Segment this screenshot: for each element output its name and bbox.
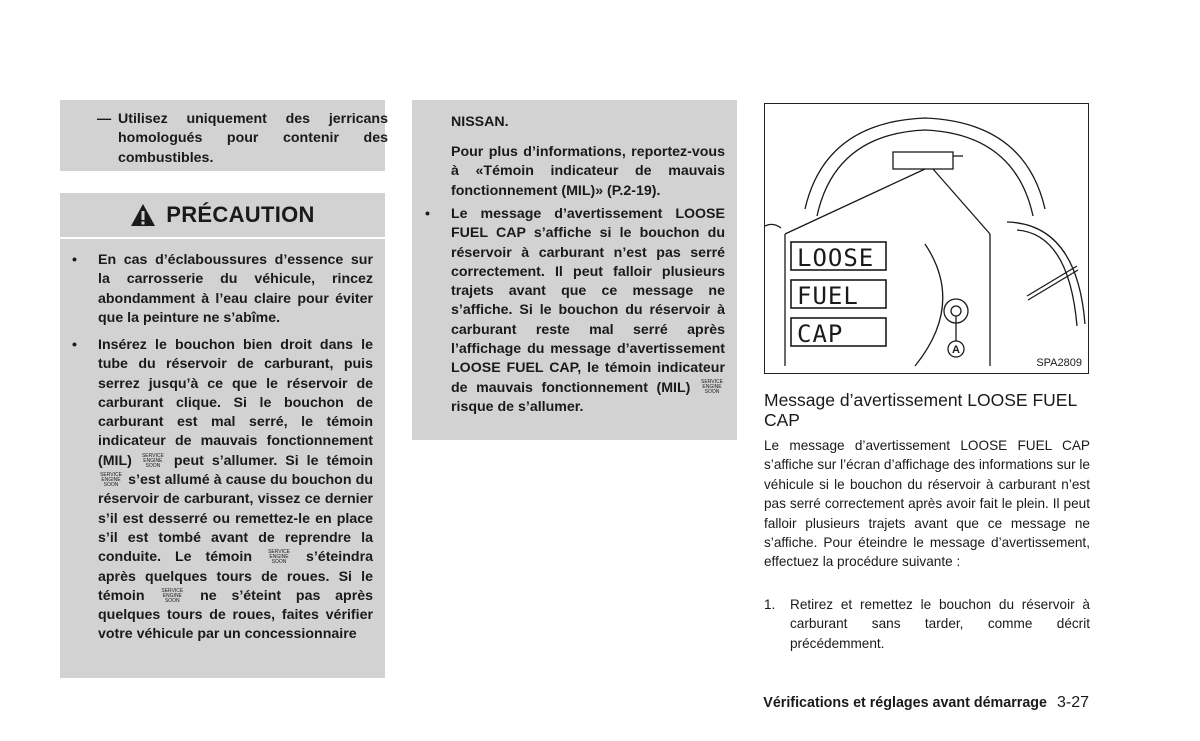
service-engine-soon-icon: SERVICE ENGINE SOON (161, 587, 184, 604)
warning-icon (130, 203, 156, 227)
callout-label: A (952, 344, 960, 356)
reference-text: Pour plus d’informations, reportez-vous à «Témoin indicateur de mauvais fonctionnement (MIL)» (P.2-19). (451, 144, 725, 199)
continued-text: NISSAN. (451, 114, 509, 130)
service-engine-soon-icon: SERVICE ENGINE SOON (701, 379, 723, 396)
list-item: • En cas d’éclaboussures d’essence sur la carrosserie du véhicule, rincez abondamment à l’eau claire pour éviter que la peinture ne s’abîme. (72, 252, 373, 326)
section-title: Message d’avertissement LOOSE FUEL CAP (764, 390, 1077, 430)
service-engine-soon-icon: SERVICE ENGINE SOON (100, 471, 122, 488)
caution-header (60, 193, 385, 237)
note-box (60, 100, 388, 171)
service-engine-soon-icon: SERVICE ENGINE SOON (268, 549, 290, 566)
section-paragraph: Le message d’avertissement LOOSE FUEL CAP s’affiche sur l’écran d’affichage des informations sur le véhicule si le bouchon du réservoir à carburant n’est pas serré correctement après avoir fait le plein. Il peut falloir plusieurs trajets avant que ce message ne s’affiche. Pour éteindre le message d’avertissement, effectuez la procédure suivante : (764, 438, 1090, 570)
caution-body (60, 239, 385, 678)
page-footer (763, 694, 1089, 712)
display-line-fuel: FUEL (797, 282, 859, 310)
display-line-loose: LOOSE (797, 244, 875, 272)
cluster-drawing (765, 104, 1087, 372)
list-item: • Insérez le bouchon bien droit dans le tube du réservoir de carburant, puis serrez jusqu’à ce que le réservoir de carburant clique. Si le bouchon de carburant est mal serré, le témoin indicateur de mauvais fonctionnement (MIL) SERVICE ENGINE SOON peut s’allumer. Si le témoin SERVICE ENGINE SOON s’est allumé à cause du bouchon du réservoir de carburant, vissez ce dernier s’il est desserré ou remettez-le en place s’il est tombé avant de reprendre la conduite. Le témoin SERVICE ENGINE SOON s’éteindra après quelques tours de roues. Si le témoin SERVICE ENGINE SOON ne s’éteint pas après quelques tours de roues, faites vérifier votre véhicule par un concessionnaire (72, 337, 373, 643)
instrument-cluster-figure (764, 103, 1089, 374)
figure-label: SPA2809 (1036, 357, 1082, 369)
dash-item: — Utilisez uniquement des jerricans homologués pour contenir des combustibles. (97, 111, 388, 166)
service-engine-soon-icon: SERVICE ENGINE SOON (141, 452, 164, 469)
display-line-cap: CAP (797, 320, 844, 348)
caution-continued-box (412, 100, 737, 440)
caution-title: PRÉCAUTION (166, 202, 315, 227)
procedure-step: 1. Retirez et remettez le bouchon du réservoir à carburant sans tarder, comme décrit précédemment. (764, 597, 1090, 651)
footer-section: Vérifications et réglages avant démarrage (763, 695, 1047, 711)
list-item: • Le message d’avertissement LOOSE FUEL CAP s’affiche si le bouchon du réservoir à carburant n’est pas serré correctement. Il peut falloir plusieurs trajets avant que ce message ne s’affiche. Si le bouchon du réservoir à carburant reste mal serré après l’affichage du message d’avertissement LOOSE FUEL CAP, le témoin indicateur de mauvais fonctionnement (MIL) SERVICE ENGINE SOON risque de s’allumer. (425, 206, 725, 415)
page-number: 3-27 (1056, 694, 1089, 711)
